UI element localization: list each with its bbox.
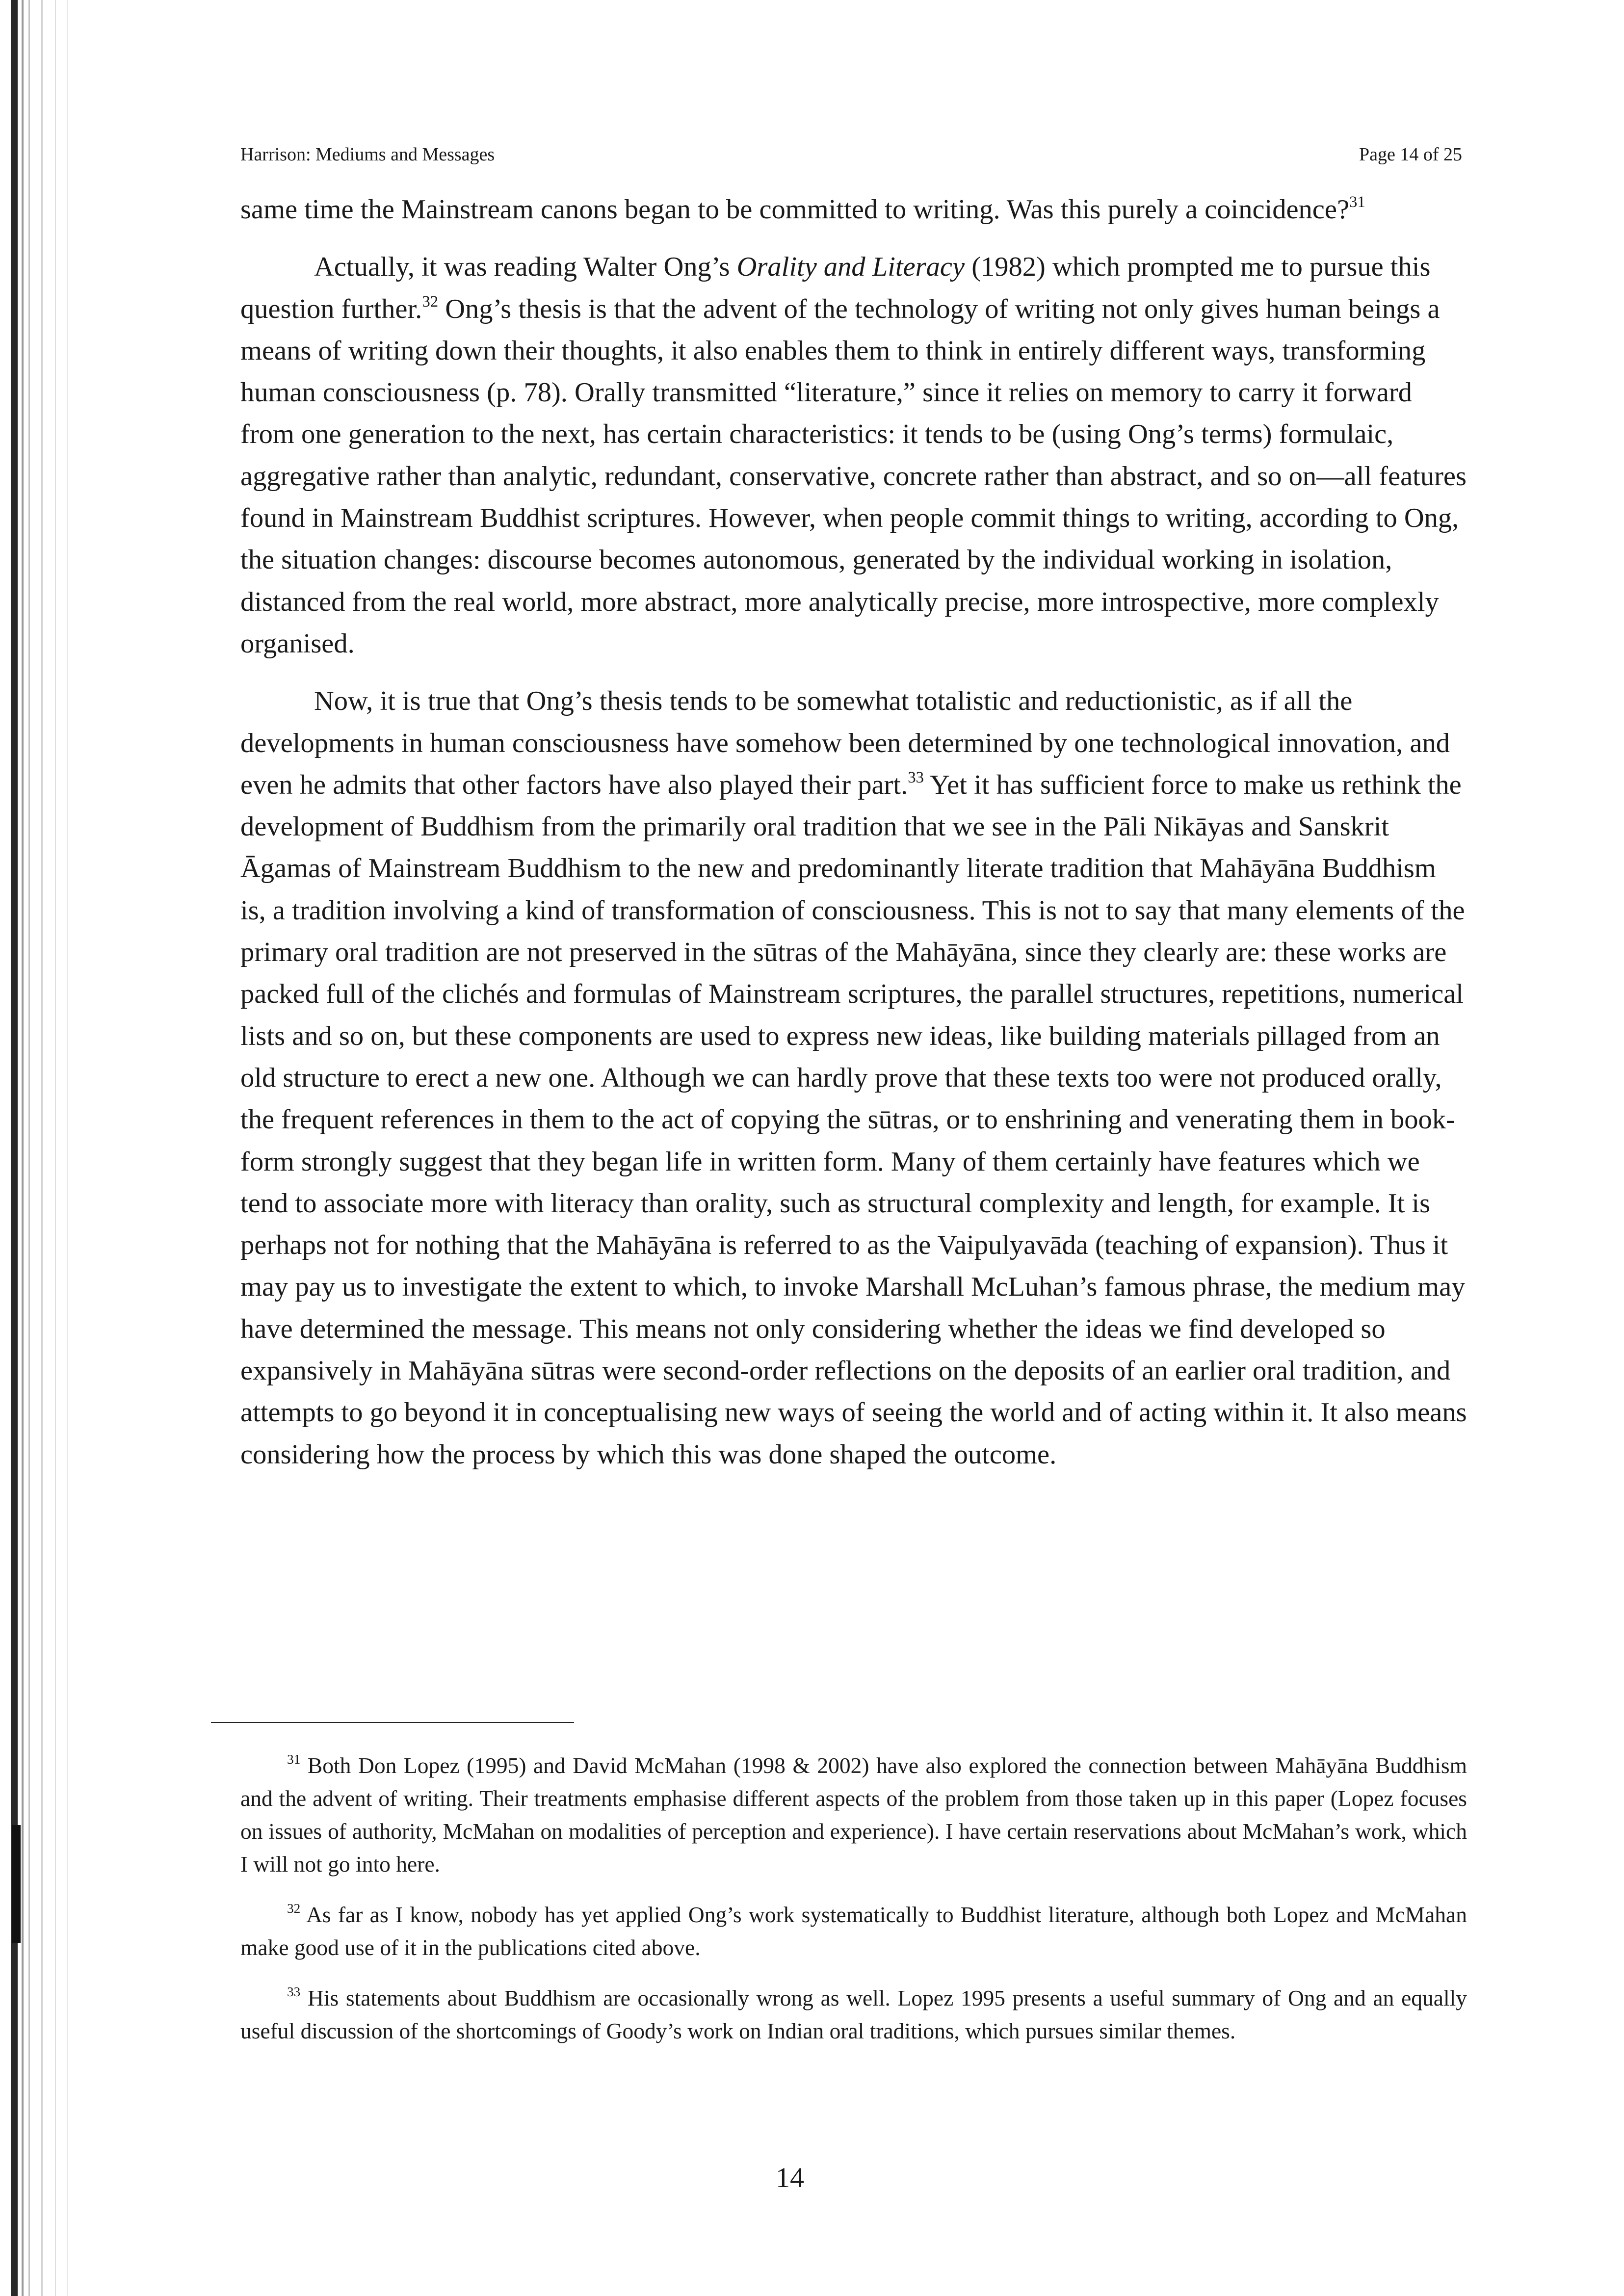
footnote-text: His statements about Buddhism are occasionally wrong as well. Lopez 1995 presents a useful summary of Ong and an equally useful discussion of the shortcomings of Goody’s work on Indian oral traditions, which pursues similar themes. xyxy=(240,1985,1467,2043)
footnote-text: Both Don Lopez (1995) and David McMahan (1998 & 2002) have also explored the connection between Mahāyāna Buddhism and the advent of writing. Their treatments emphasise different aspects of the problem from those taken up in this paper (Lopez focuses on issues of authority, McMahan on modalities of perception and experience). I have certain reservations about McMahan’s work, which I will not go into here. xyxy=(240,1753,1467,1877)
paragraph-3-lead: Now, it is true that Ong’s thesis tends to be somewhat totalistic and reductionistic, as if all the developments in human consciousness have somehow been determined by one technological innovation, and even he admits that other factors have also played their part. xyxy=(240,686,1450,800)
scan-binding-edge xyxy=(0,0,74,2296)
footnote-number: 31 xyxy=(287,1752,301,1767)
footnote-number: 33 xyxy=(287,1984,301,2000)
paragraph-2-lead: Actually, it was reading Walter Ong’s xyxy=(314,252,737,283)
footnote-ref-31[interactable]: 31 xyxy=(1349,193,1365,211)
paragraph-1-text: same time the Mainstream canons began to be committed to writing. Was this purely a coincidence? xyxy=(240,194,1350,225)
running-header xyxy=(240,143,1462,166)
footnote-text: As far as I know, nobody has yet applied Ong’s work systematically to Buddhist literature, although both Lopez and McMahan make good use of it in the publications cited above. xyxy=(240,1902,1467,1960)
paragraph-2-lead-end: (1982) which prompted me to pursue this question further. xyxy=(240,252,1431,324)
paragraph-1 xyxy=(240,189,1467,231)
footnote-31 xyxy=(240,1749,1467,1880)
paragraph-3-rest: Yet it has sufficient force to make us rethink the development of Buddhism from the primarily oral tradition that we see in the Pāli Nikāyas and Sanskrit Āgamas of Mainstream Buddhism to the new and predominantly literate tradition that Mahāyāna Buddhism is, a tradition involving a kind of transformation of consciousness. This is not to say that many elements of the primary oral tradition are not preserved in the sūtras of the Mahāyāna, since they clearly are: these works are packed full of the clichés and formulas of Mainstream scriptures, the parallel structures, repetitions, numerical lists and so on, but these components are used to express new ideas, like building materials pillaged from an old structure to erect a new one. Although we can hardly prove that these texts too were not produced orally, the frequent references in them to the act of copying the sūtras, or to enshrining and venerating them in book-form strongly suggest that they began life in written form. Many of them certainly have features which we tend to associate more with literacy than orality, such as structural complexity and length, for example. It is perhaps not for nothing that the Mahāyāna is referred to as the Vaipulyavāda (teaching of expansion). Thus it may pay us to investigate the extent to which, to invoke Marshall McLuhan’s famous phrase, the medium may have determined the message. This means not only considering whether the ideas we find developed so expansively in Mahāyāna sūtras were second-order reflections on the deposits of an earlier oral tradition, and attempts to go beyond it in conceptualising new ways of seeing the world and of acting within it. It also means considering how the process by which this was done shaped the outcome. xyxy=(240,769,1467,1470)
book-title-orality-and-literacy: Orality and Literacy xyxy=(736,252,965,283)
footnote-32 xyxy=(240,1898,1467,1964)
running-title: Harrison: Mediums and Messages xyxy=(240,144,495,165)
footnote-number: 32 xyxy=(287,1901,301,1916)
footnotes xyxy=(240,1749,1467,2065)
paragraph-2 xyxy=(240,246,1467,665)
footnote-33 xyxy=(240,1982,1467,2047)
page-number: 14 xyxy=(776,2162,804,2193)
page-indicator: Page 14 of 25 xyxy=(1359,144,1462,165)
paragraph-3 xyxy=(240,680,1467,1476)
footnote-ref-32[interactable]: 32 xyxy=(422,292,439,311)
footnote-ref-33[interactable]: 33 xyxy=(908,768,924,786)
body-text xyxy=(240,189,1467,1476)
paragraph-2-rest: Ong’s thesis is that the advent of the technology of writing not only gives human beings a means of writing down their thoughts, it also enables them to think in entirely different ways, transforming human consciousness (p. 78). Orally transmitted “literature,” since it relies on memory to carry it forward from one generation to the next, has certain characteristics: it tends to be (using Ong’s terms) formulaic, aggregative rather than analytic, redundant, conservative, concrete rather than abstract, and so on—all features found in Mainstream Buddhist scriptures. However, when people commit things to writing, according to Ong, the situation changes: discourse becomes autonomous, generated by the individual working in isolation, distanced from the real world, more abstract, more analytically precise, more introspective, more complexly organised. xyxy=(240,293,1467,659)
footnote-separator xyxy=(211,1722,574,1723)
